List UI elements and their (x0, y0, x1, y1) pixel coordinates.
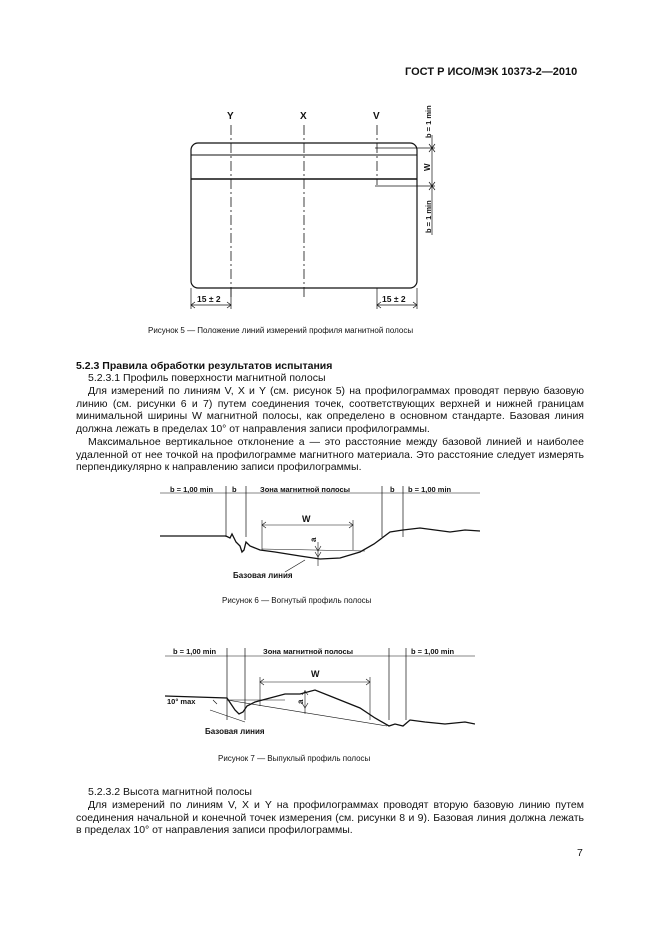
dim-w: W (423, 163, 432, 171)
fig6-label-w: W (302, 514, 311, 524)
fig6-label-b-small-right: b (390, 485, 395, 494)
fig6-label-a: a (309, 537, 318, 542)
paragraph-2: Максимальное вертикальное отклонение a — это расстояние между базовой линией и наиболее удаленной от нее точкой на профилограмме магнитного материала. Это расстояние следует измерять перпендикулярно к направлению записи профилограммы. (76, 436, 584, 474)
label-x: X (300, 111, 307, 122)
label-y: Y (227, 111, 234, 122)
fig6-label-base: Базовая линия (233, 571, 293, 580)
dim-right: 15 ± 2 (382, 294, 406, 304)
dim-left: 15 ± 2 (197, 294, 221, 304)
section-2-paragraph: Для измерений по линиям V, X и Y на профилограммах проводят вторую базовую линию путем соединения начальной и конечной точек измерения (см. рисунки 8 и 9). Базовая линия должна лежать в пределах 10° от направления записи профилограммы. (76, 799, 584, 837)
figure-7-diagram (165, 642, 475, 742)
fig7-label-b-left: b = 1,00 min (173, 647, 217, 656)
fig7-label-angle: 10° max (167, 697, 196, 706)
fig6-label-b-right: b = 1,00 min (408, 485, 452, 494)
subsection-heading: 5.2.3.1 Профиль поверхности магнитной полосы (88, 372, 326, 384)
fig7-label-base: Базовая линия (205, 727, 265, 736)
fig6-label-zone: Зона магнитной полосы (260, 485, 351, 494)
fig7-label-zone: Зона магнитной полосы (263, 647, 354, 656)
page-number: 7 (577, 847, 583, 859)
figure-5-caption: Рисунок 5 — Положение линий измерений профиля магнитной полосы (148, 326, 414, 335)
figure-6-caption: Рисунок 6 — Вогнутый профиль полосы (222, 596, 372, 605)
fig6-label-b-left: b = 1,00 min (170, 485, 214, 494)
paragraph-1: Для измерений по линиям V, X и Y (см. рисунок 5) на профилограммах проводят первую базовую линию (см. рисунки 6 и 7) путем соединения точек, соответствующих верхней и нижней границам минимальной ширины W магнитной полосы, как определено в основном стандарте. Базовая линия должна лежать в пределах 10° от направления записи профилограммы. (76, 385, 584, 435)
figure-6-diagram (160, 482, 480, 582)
figure-7-caption: Рисунок 7 — Выпуклый профиль полосы (218, 754, 371, 763)
label-v: V (373, 111, 380, 122)
figure-5-diagram (170, 95, 470, 315)
fig7-label-w: W (311, 669, 320, 679)
section-heading: 5.2.3 Правила обработки результатов испытания (76, 360, 333, 372)
dim-b-top: b = 1 min (424, 105, 433, 138)
subsection-2-heading: 5.2.3.2 Высота магнитной полосы (88, 786, 252, 798)
dim-b-bottom: b = 1 min (424, 200, 433, 233)
document-header: ГОСТ Р ИСО/МЭК 10373-2—2010 (405, 66, 578, 78)
fig6-label-b-small-left: b (232, 485, 237, 494)
fig7-label-a: a (296, 699, 305, 704)
fig7-label-b-right: b = 1,00 min (411, 647, 455, 656)
